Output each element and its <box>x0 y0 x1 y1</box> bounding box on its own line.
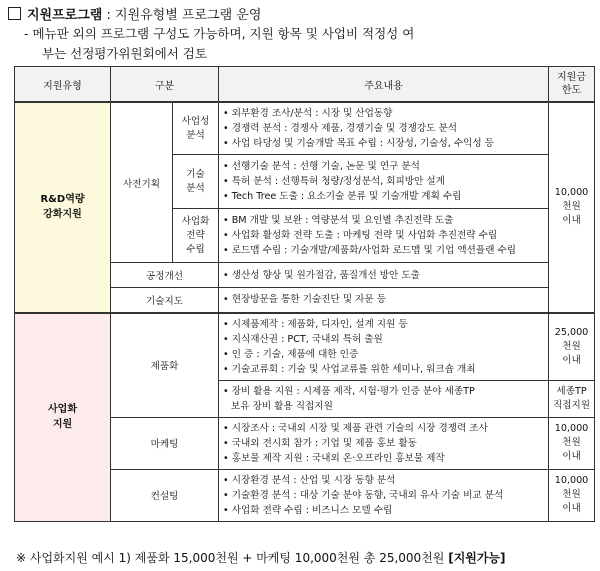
header-content: 주요내용 <box>219 67 549 103</box>
rnd-process-items <box>219 263 549 288</box>
header-category: 구분 <box>111 67 219 103</box>
table-header-row <box>15 67 595 103</box>
footnote <box>16 549 506 566</box>
list-item: • 사업화 전략 수립 : 비즈니스 모델 수립 <box>223 504 393 516</box>
rnd-process-label: 공정개선 <box>111 263 219 288</box>
rnd-sub-cell: 기술 분석 <box>173 155 219 209</box>
biz-equipment-items <box>219 380 549 417</box>
rnd-items-cell <box>219 209 549 263</box>
section-heading <box>8 4 261 23</box>
list-item: • 시제품제작 : 제품화, 디자인, 설계 지원 등 <box>223 318 408 330</box>
header-type: 지원유형 <box>15 67 111 103</box>
intro-note-line2: 부는 선정평가위원회에서 검토 <box>42 46 207 61</box>
biz-consulting-label: 컨설팅 <box>111 469 219 521</box>
list-item: • 외부환경 조사/분석 : 시장 및 산업동향 <box>223 108 393 119</box>
list-item: • 홍보물 제작 지원 : 국내외 온·오프라인 홍보물 제작 <box>223 452 445 464</box>
list-item: • 기술교류회 : 기술 및 사업교류를 위한 세미나, 워크숍 개최 <box>223 363 476 375</box>
list-item: • 현장방문을 통한 기술진단 및 자문 등 <box>223 294 386 306</box>
rnd-items-cell <box>219 102 549 155</box>
list-item: • 인 증 : 기술, 제품에 대한 인증 <box>223 348 359 360</box>
rnd-limit-cell: 10,000 천원 이내 <box>549 102 595 313</box>
table-row <box>15 102 595 155</box>
intro-note <box>24 24 414 64</box>
biz-consulting-limit: 10,000 천원 이내 <box>549 469 595 521</box>
rnd-type-cell: R&D역량 강화지원 <box>15 102 111 313</box>
list-item: • 지식재산권 : PCT, 국내외 특허 출원 <box>223 333 383 345</box>
rnd-items-cell <box>219 155 549 209</box>
list-item: • 로드맵 수립 : 기술개발/제품화/사업화 로드맵 및 기업 액션플랜 수립 <box>223 245 517 256</box>
biz-product-label: 제품화 <box>111 313 219 418</box>
biz-consulting-items <box>219 469 549 521</box>
rnd-group-cell: 사전기획 <box>111 102 173 263</box>
biz-product-items <box>219 313 549 381</box>
list-item: • 국내외 전시회 참가 : 기업 및 제품 홍보 활동 <box>223 437 417 449</box>
table-row <box>15 313 595 381</box>
rnd-guidance-label: 기술지도 <box>111 288 219 313</box>
biz-type-cell: 사업화 지원 <box>15 313 111 522</box>
list-item: • BM 개발 및 보완 : 역량분석 및 요인별 추진전략 도출 <box>223 215 454 226</box>
biz-marketing-items <box>219 417 549 469</box>
list-item: • 선행기술 분석 : 선행 기술, 논문 및 연구 분석 <box>223 161 420 172</box>
checkbox-square-icon <box>8 7 21 20</box>
footnote-text: ※ 사업화지원 예시 1) 제품화 15,000천원 + 마케팅 10,000천원 총 25,000천원 <box>16 551 449 565</box>
list-item: • 기술환경 분석 : 대상 기술 분야 동향, 국내외 유사 기술 비교 분석 <box>223 489 504 501</box>
list-item: 보유 장비 활용 직접지원 <box>231 400 333 412</box>
list-item: • Tech Tree 도출 : 요소기술 분류 및 기술개발 계획 수립 <box>223 191 462 202</box>
list-item: • 시장조사 : 국내외 시장 및 제품 관련 기술의 시장 경쟁력 조사 <box>223 422 488 434</box>
list-item: • 경쟁력 분석 : 경쟁사 제품, 경쟁기술 및 경쟁강도 분석 <box>223 123 458 134</box>
list-item: • 장비 활용 지원 : 시제품 제작, 시험·평가 인증 분야 세종TP <box>223 385 475 397</box>
list-item: • 생산성 향상 및 원가절감, 품질개선 방안 도출 <box>223 269 420 281</box>
biz-equipment-limit: 세종TP 직접지원 <box>549 380 595 417</box>
intro-note-line1: - 메뉴판 외의 프로그램 구성도 가능하며, 지원 항목 및 사업비 적정성 여 <box>24 26 415 41</box>
section-title: 지원프로그램 <box>27 8 103 23</box>
biz-marketing-limit: 10,000 천원 이내 <box>549 417 595 469</box>
list-item: • 특허 분석 : 선행특허 청량/정성분석, 회피방안 설계 <box>223 176 445 187</box>
header-limit: 지원금 한도 <box>549 67 595 103</box>
list-item: • 시장환경 분석 : 산업 및 시장 동향 분석 <box>223 474 396 486</box>
footnote-emphasis: [지원가능] <box>448 551 506 565</box>
section-subtitle: : 지원유형별 프로그램 운영 <box>106 8 262 23</box>
program-table <box>14 66 595 522</box>
biz-product-limit: 25,000 천원 이내 <box>549 313 595 381</box>
rnd-sub-cell: 사업성 분석 <box>173 102 219 155</box>
rnd-guidance-items <box>219 288 549 313</box>
biz-marketing-label: 마케팅 <box>111 417 219 469</box>
list-item: • 사업화 활성화 전략 도출 : 마케팅 전략 및 사업화 추진전략 수립 <box>223 230 498 241</box>
list-item: • 사업 타당성 및 기술개발 목표 수립 : 시장성, 기술성, 수익성 등 <box>223 138 494 149</box>
rnd-sub-cell: 사업화 전략 수립 <box>173 209 219 263</box>
